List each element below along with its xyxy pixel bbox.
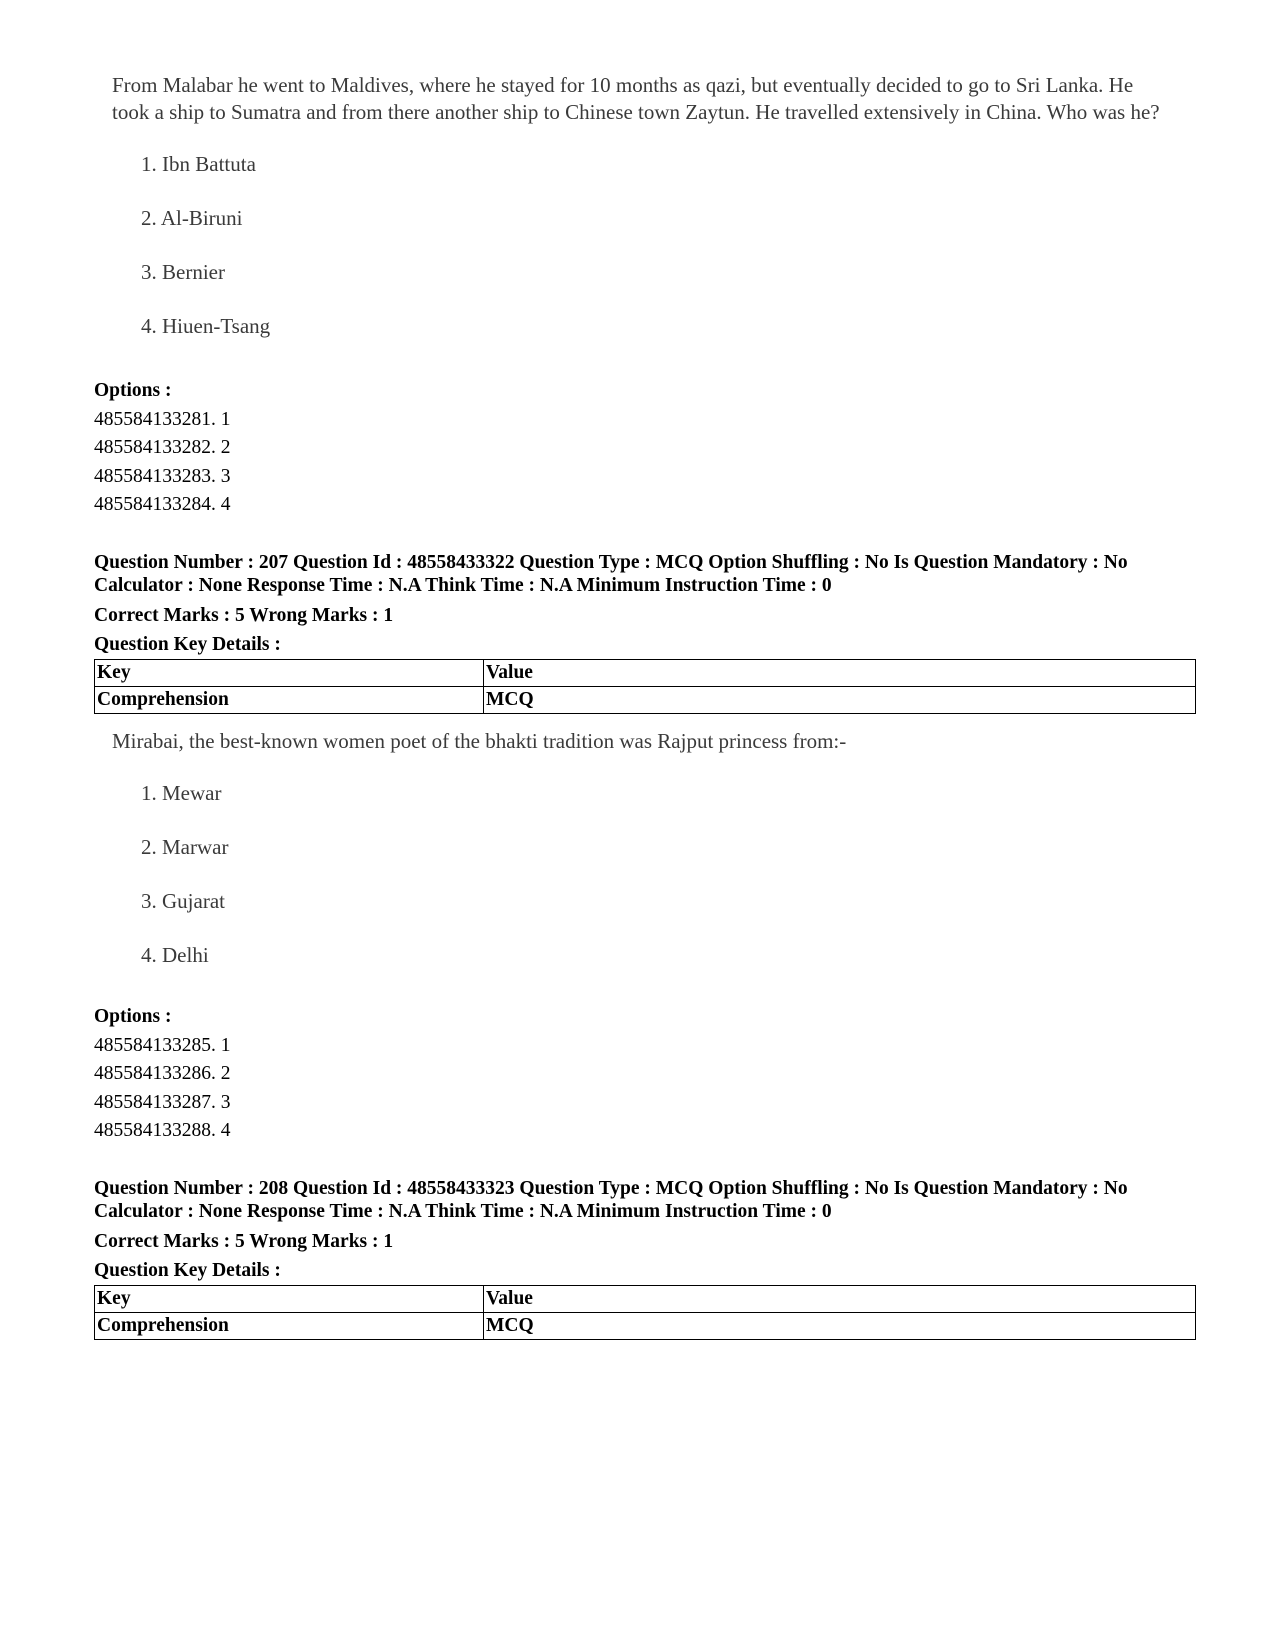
- q206-options: [94, 377, 231, 520]
- table-row: [95, 687, 1196, 714]
- q206-choice-list: [112, 137, 1172, 353]
- q208-key-details-label: Question Key Details :: [94, 1260, 281, 1281]
- q207-option-4: 485584133288. 4: [94, 1120, 231, 1141]
- q208-marks: Correct Marks : 5 Wrong Marks : 1: [94, 1231, 394, 1252]
- table-header-value: Value: [484, 660, 1196, 687]
- q207-key-table: [94, 659, 1196, 714]
- q207-choice-list: [112, 766, 1172, 982]
- q207-choice-1: 1. Mewar: [141, 781, 222, 805]
- q206-choice-4: 4. Hiuen-Tsang: [141, 314, 271, 338]
- table-cell-value: MCQ: [484, 687, 1196, 714]
- table-header-key: Key: [95, 1286, 484, 1313]
- q206-option-3: 485584133283. 3: [94, 465, 231, 487]
- q207-meta-line: Question Number : 207 Question Id : 48558433322 Question Type : MCQ Option Shuffling : No Is Question Mandatory : No Calculator : None Response Time : N.A Think Time : N.A Minimum Instruction Time : 0: [94, 552, 1128, 596]
- q207-marks: Correct Marks : 5 Wrong Marks : 1: [94, 605, 394, 626]
- q206-options-label: Options :: [94, 380, 172, 401]
- table-cell-key: Comprehension: [95, 1313, 484, 1340]
- q207-question-image: [112, 728, 1172, 982]
- q207-key-details-label: Question Key Details :: [94, 634, 281, 655]
- q206-choice-2: 2. Al-Biruni: [141, 206, 243, 230]
- q206-question-image: [112, 72, 1172, 353]
- q206-option-4: 485584133284. 4: [94, 494, 231, 515]
- q206-choice-3: 3. Bernier: [141, 260, 225, 284]
- table-cell-value: MCQ: [484, 1313, 1196, 1340]
- q208-meta-line: Question Number : 208 Question Id : 48558433323 Question Type : MCQ Option Shuffling : No Is Question Mandatory : No Calculator : None Response Time : N.A Think Time : N.A Minimum Instruction Time : 0: [94, 1178, 1128, 1222]
- q207-options-label: Options :: [94, 1006, 172, 1027]
- q206-option-2: 485584133282. 2: [94, 437, 231, 458]
- table-row: [95, 1286, 1196, 1313]
- q207-choice-2: 2. Marwar: [141, 835, 229, 859]
- q206-option-1: 485584133281. 1: [94, 408, 231, 430]
- q207-options: [94, 1003, 231, 1146]
- q207-stem: Mirabai, the best-known women poet of the bhakti tradition was Rajput princess from:-: [112, 729, 847, 753]
- q206-stem: From Malabar he went to Maldives, where he stayed for 10 months as qazi, but eventually decided to go to Sri Lanka. He took a ship to Sumatra and from there another ship to Chinese town Zaytun. He travelled extensively in China. Who was he?: [112, 73, 1160, 124]
- q207-option-2: 485584133286. 2: [94, 1063, 231, 1084]
- q207-option-1: 485584133285. 1: [94, 1034, 231, 1056]
- q207-choice-4: 4. Delhi: [141, 943, 209, 967]
- table-header-key: Key: [95, 660, 484, 687]
- q206-choice-1: 1. Ibn Battuta: [141, 152, 256, 176]
- q207-metadata: [94, 551, 1204, 714]
- table-row: [95, 660, 1196, 687]
- q207-option-3: 485584133287. 3: [94, 1091, 231, 1113]
- table-cell-key: Comprehension: [95, 687, 484, 714]
- q207-choice-3: 3. Gujarat: [141, 889, 225, 913]
- table-row: [95, 1313, 1196, 1340]
- q208-metadata: [94, 1177, 1204, 1340]
- q208-key-table: [94, 1285, 1196, 1340]
- table-header-value: Value: [484, 1286, 1196, 1313]
